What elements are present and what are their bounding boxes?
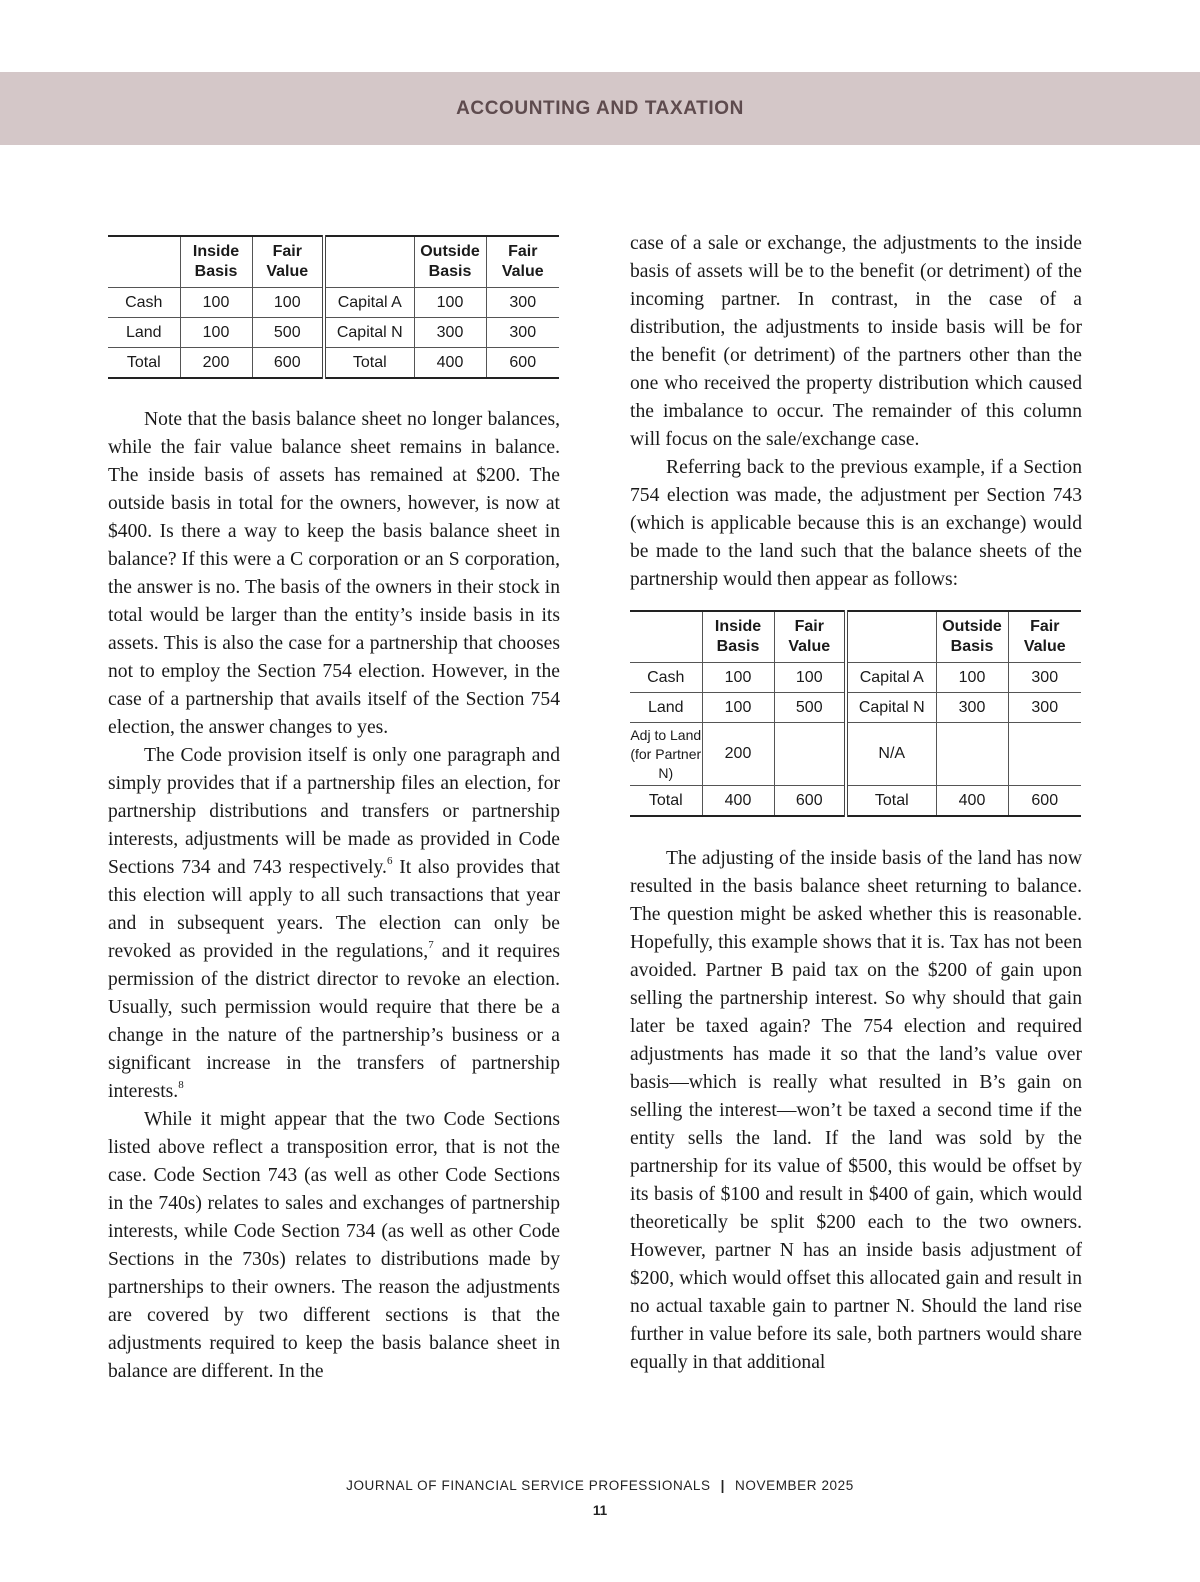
section-title: ACCOUNTING AND TAXATION: [456, 97, 744, 119]
table-row: [108, 318, 559, 348]
table-cell: 100: [414, 288, 486, 318]
balance-sheet-table-2: [630, 610, 1081, 817]
table-cell: 500: [774, 693, 846, 723]
balance-sheet-table-1: [108, 235, 559, 379]
paragraph-text: and it requires permission of the district director to revoke an election. Usually, such permission would require that there be a change in the nature of the partnership’s business or a significant increase in the transfers of partnership interests.: [108, 941, 560, 1102]
header-fair-value: Fair Value: [486, 236, 559, 288]
section-header-band: [0, 72, 1200, 145]
paragraph-text: The Code provision itself is only one paragraph and simply provides that if a partnership files an election, for partnership distributions and transfers or partnership interests, adjustments will be made as provided in Code Sections 734 and 743 respectively.: [108, 745, 560, 878]
header-fair-value: Fair Value: [1008, 611, 1081, 663]
table-cell: [1008, 723, 1081, 786]
footnote-ref: 7: [428, 939, 434, 952]
table-row: [108, 288, 559, 318]
header-cell: [846, 611, 936, 663]
header-cell: [630, 611, 702, 663]
header-cell: [324, 236, 414, 288]
table-cell: 100: [702, 693, 774, 723]
table-cell: Land: [630, 693, 702, 723]
table-cell: Capital A: [324, 288, 414, 318]
table-cell: 400: [936, 786, 1008, 817]
paragraph: Note that the basis balance sheet no longer balances, while the fair value balance sheet remains in balance. The inside basis of assets has remained at $200. The outside basis in total for the owners, however, is now at $400. Is there a way to keep the basis balance sheet in balance? If this were a C corporation or an S corporation, the answer is no. The basis of the owners in their stock in total would be larger than the entity’s inside basis in its assets. This is also the case for a partnership that chooses not to employ the Section 754 election. However, in the case of a partnership that avails itself of the Section 754 election, the answer changes to yes.: [108, 409, 560, 738]
table-cell: Capital N: [846, 693, 936, 723]
table-cell: Capital A: [846, 663, 936, 693]
paragraph: While it might appear that the two Code Sections listed above reflect a transposition error, that is not the case. Code Section 743 (as well as other Code Sections in the 740s) relates to sales and exchanges of partnership interests, while Code Section 734 (as well as other Code Sections in the 730s) relates to distributions made by partnerships to their owners. The reason the adjustments are covered by two different sections is that the adjustments required to keep the basis balance sheet in balance are different. In the: [108, 1109, 560, 1382]
table-cell: N/A: [846, 723, 936, 786]
table-cell: [936, 723, 1008, 786]
table-cell: Total: [324, 348, 414, 379]
footnote-ref: 6: [386, 855, 393, 868]
header-inside-basis: Inside Basis: [702, 611, 774, 663]
table-cell: 600: [1008, 786, 1081, 817]
table-cell: 300: [486, 318, 559, 348]
paragraph-text: It also provides that this election will apply to all such transactions that year and in subsequent years. The election can only be revoked as provided in the regulations,: [108, 857, 560, 962]
table-row: [108, 348, 559, 379]
journal-name: JOURNAL OF FINANCIAL SERVICE PROFESSIONALS: [346, 1478, 711, 1493]
paragraph: [108, 742, 560, 1106]
table-row: [630, 663, 1081, 693]
table-cell: [774, 723, 846, 786]
table-cell: 300: [1008, 663, 1081, 693]
table-cell: 600: [252, 348, 324, 379]
table-cell: 400: [414, 348, 486, 379]
table-cell: 100: [774, 663, 846, 693]
table-cell: Total: [846, 786, 936, 817]
table-header-row: [630, 611, 1081, 663]
table-cell: 400: [702, 786, 774, 817]
table-cell: 300: [1008, 693, 1081, 723]
table-cell: 600: [774, 786, 846, 817]
table-row: [630, 723, 1081, 786]
header-fair-value: Fair Value: [774, 611, 846, 663]
issue-date: NOVEMBER 2025: [735, 1478, 854, 1493]
table-cell: 600: [486, 348, 559, 379]
table-cell: Cash: [630, 663, 702, 693]
table-cell: 300: [936, 693, 1008, 723]
table-cell: 100: [252, 288, 324, 318]
header-cell: [108, 236, 180, 288]
header-outside-basis: Outside Basis: [936, 611, 1008, 663]
table-cell: Capital N: [324, 318, 414, 348]
table-cell: 100: [180, 288, 252, 318]
table-cell: 200: [180, 348, 252, 379]
footnote-ref: 8: [178, 1079, 184, 1092]
left-column: [108, 235, 560, 1386]
table-cell: Total: [630, 786, 702, 817]
table-cell: Total: [108, 348, 180, 379]
header-inside-basis: Inside Basis: [180, 236, 252, 288]
table-header-row: [108, 236, 559, 288]
table-row: [630, 693, 1081, 723]
table-cell: 300: [486, 288, 559, 318]
table-cell: 100: [702, 663, 774, 693]
table-row: [630, 786, 1081, 817]
table-cell: 200: [702, 723, 774, 786]
header-outside-basis: Outside Basis: [414, 236, 486, 288]
paragraph: case of a sale or exchange, the adjustments to the inside basis of assets will be to the benefit (or detriment) of the incoming partner. In contrast, in the case of a distribution, the adjustments to inside basis will be for the benefit (or detriment) of the partners other than the one who received the property distribution which caused the imbalance to occur. The remainder of this column will focus on the sale/exchange case.: [630, 233, 1082, 450]
paragraph: Referring back to the previous example, if a Section 754 election was made, the adjustment per Section 743 (which is applicable because this is an exchange) would be made to the land such that the balance sheets of the partnership would then appear as follows:: [630, 457, 1082, 590]
header-fair-value: Fair Value: [252, 236, 324, 288]
page-number: 11: [592, 1503, 608, 1518]
paragraph: The adjusting of the inside basis of the land has now resulted in the basis balance sheet returning to balance. The question might be asked whether this is reasonable. Hopefully, this example shows that it is. Tax has not been avoided. Partner B paid tax on the $200 of gain upon selling the partnership interest. So why should that gain later be taxed again? The 754 election and required adjustments has made it so that the land’s value over basis—which is really what resulted in B’s gain on selling the interest—won’t be taxed a second time if the entity sells the land. If the land was sold by the partnership for its value of $500, this would be offset by its basis of $100 and result in $400 of gain, which would theoretically be split $200 each to the two owners. However, partner N has an inside basis adjustment of $200, which would offset this allocated gain and result in no actual taxable gain to partner N. Should the land rise further in value before its sale, both partners would share equally in that additional: [630, 848, 1082, 1373]
table-cell: 100: [936, 663, 1008, 693]
table-cell: Land: [108, 318, 180, 348]
right-column: [630, 230, 1082, 1377]
table-cell: 300: [414, 318, 486, 348]
footer-separator: |: [720, 1478, 726, 1493]
table-cell: Cash: [108, 288, 180, 318]
table-cell: Adj to Land (for Partner N): [630, 723, 702, 786]
table-cell: 100: [180, 318, 252, 348]
table-cell: 500: [252, 318, 324, 348]
footer: [0, 1478, 1200, 1493]
